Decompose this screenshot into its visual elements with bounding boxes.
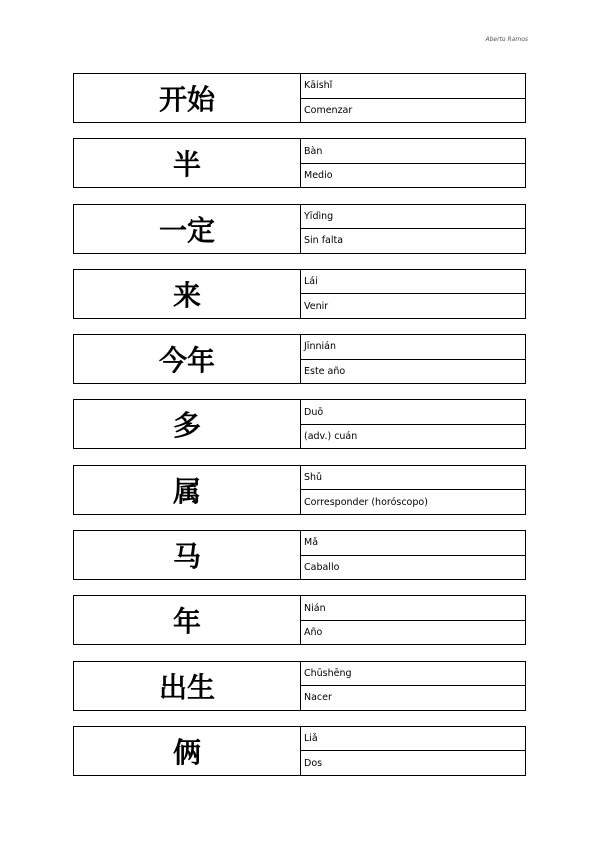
meaning: Año xyxy=(304,627,323,639)
meaning: Nacer xyxy=(304,692,332,704)
vocab-card xyxy=(73,334,526,384)
pinyin: Chūshēng xyxy=(301,662,525,687)
vocab-card xyxy=(73,138,526,188)
hanzi: 俩 xyxy=(74,727,301,775)
hanzi: 一定 xyxy=(74,205,301,253)
vocabulary-list xyxy=(73,73,526,791)
hanzi: 年 xyxy=(74,596,301,644)
vocab-card xyxy=(73,465,526,515)
meaning: Corresponder (horóscopo) xyxy=(304,496,428,508)
pinyin: Jīnnián xyxy=(301,335,525,360)
vocab-card xyxy=(73,530,526,580)
vocab-card xyxy=(73,661,526,711)
vocab-card xyxy=(73,73,526,123)
hanzi: 多 xyxy=(74,400,301,448)
vocab-card xyxy=(73,726,526,776)
pinyin: Shǔ xyxy=(301,466,525,491)
vocab-card xyxy=(73,399,526,449)
meaning: Medio xyxy=(304,170,333,182)
pinyin: Nián xyxy=(301,596,525,621)
hanzi: 来 xyxy=(74,270,301,318)
hanzi: 开始 xyxy=(74,74,301,122)
meaning: Venir xyxy=(304,300,329,312)
vocab-card xyxy=(73,595,526,645)
meaning: Dos xyxy=(304,757,323,769)
pinyin: Mǎ xyxy=(301,531,525,556)
pinyin: Liǎ xyxy=(301,727,525,752)
hanzi: 属 xyxy=(74,466,301,514)
hanzi: 出生 xyxy=(74,662,301,710)
hanzi: 马 xyxy=(74,531,301,579)
vocab-card xyxy=(73,269,526,319)
pinyin: Lái xyxy=(301,270,525,295)
pinyin: Yīdìng xyxy=(301,205,525,230)
author-name: Aberto Ramos xyxy=(485,36,528,43)
meaning: Caballo xyxy=(304,561,340,573)
meaning: (adv.) cuán xyxy=(304,431,358,443)
meaning: Este año xyxy=(304,365,346,377)
pinyin: Kāishǐ xyxy=(301,74,525,99)
pinyin: Duō xyxy=(301,400,525,425)
hanzi: 今年 xyxy=(74,335,301,383)
hanzi: 半 xyxy=(74,139,301,187)
vocab-card xyxy=(73,204,526,254)
meaning: Sin falta xyxy=(304,235,344,247)
pinyin: Bàn xyxy=(301,139,525,164)
meaning: Comenzar xyxy=(304,104,353,116)
